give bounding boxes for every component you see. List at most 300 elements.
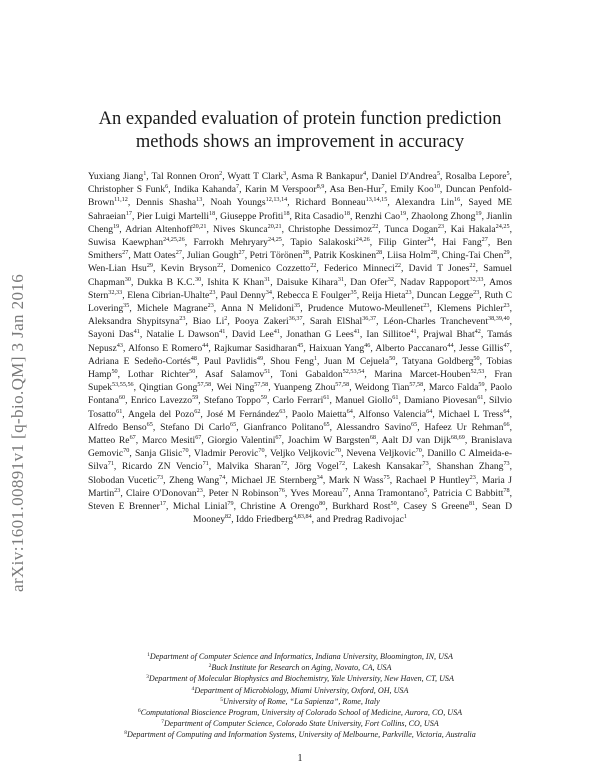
author-affiliation-marker: 41 [353, 328, 360, 336]
author-affiliation-marker: 24,26 [355, 236, 370, 244]
author-name: Malvika Sharan [216, 461, 281, 473]
affiliation-number: 2 [208, 663, 212, 670]
author-affiliation-marker: 50 [389, 355, 396, 363]
author-name: Angela del Pozo [127, 408, 195, 420]
author-name: Yuxiang Jiang [88, 171, 144, 182]
author-name: Marco Mesiti [141, 435, 196, 447]
author-name: Iddo Friedberg [236, 514, 294, 526]
author-affiliation-marker: 61 [477, 394, 484, 402]
author-affiliation-marker: 31 [337, 275, 345, 283]
author-name: Dennis Shasha [136, 197, 197, 209]
author-name: Peter N Robinson [208, 487, 279, 499]
author-name: Julian Gough [186, 250, 239, 262]
affiliation-list [100, 651, 500, 741]
author-affiliation-marker: 76 [278, 487, 285, 495]
author-affiliation-marker: 60 [118, 394, 126, 402]
author-affiliation-marker: 22 [217, 262, 224, 270]
author-name: Paul Denny [220, 289, 266, 301]
author-name: Paolo Maietta [291, 408, 347, 420]
author-name: Asaf Salamov [204, 369, 265, 381]
author-affiliation-marker: 4,83,84 [293, 513, 312, 521]
affiliation-number: 3 [146, 674, 149, 681]
author-affiliation-marker: 17 [125, 209, 133, 217]
author-affiliation-marker: 64 [426, 407, 433, 415]
author-affiliation-marker: 64 [503, 407, 510, 415]
affiliation-item [100, 696, 500, 707]
author-name: Casey S Greene [403, 501, 469, 513]
author-affiliation-marker: 66 [503, 421, 510, 429]
author-affiliation-marker: 22 [310, 262, 317, 270]
author-name: Lothar Richter [127, 369, 190, 381]
author-name: David Lee [231, 329, 274, 341]
author-affiliation-marker: 36,37 [288, 315, 303, 323]
author-affiliation-marker: 65 [230, 421, 237, 429]
author-name: Lakesh Kansakar [353, 461, 423, 473]
author-affiliation-marker: 13 [196, 196, 203, 204]
author-affiliation-marker: 35 [350, 289, 357, 297]
author-affiliation-marker: 1 [143, 170, 147, 178]
author-affiliation-marker: 10 [433, 183, 440, 191]
author-name: Shanshan Zhang [436, 461, 504, 473]
author-affiliation-marker: 65 [323, 421, 330, 429]
page-number: 1 [297, 753, 303, 764]
affiliation-item [100, 662, 500, 673]
author-affiliation-marker: 5 [436, 170, 441, 178]
author-affiliation-marker: 24,25,26 [163, 236, 185, 244]
author-name: Alfonso Valencia [358, 408, 427, 420]
affiliation-item [100, 673, 500, 684]
author-name: Vladmir Perovic [193, 448, 259, 460]
author-affiliation-marker: 70 [258, 447, 265, 455]
author-affiliation-marker: 5 [424, 487, 428, 495]
paper-title [60, 108, 540, 154]
author-affiliation-marker: 22 [372, 223, 379, 231]
author-affiliation-marker: 34 [265, 289, 272, 297]
author-name: Sayoni Das [88, 329, 134, 341]
author-name: Nadav Rappoport [400, 276, 470, 288]
author-name: Asa Ben-Hur [329, 184, 382, 196]
author-name: Alexandra Lin [394, 197, 455, 209]
affiliation-number: 8 [124, 730, 127, 737]
author-name: Klemens Pichler [437, 303, 504, 315]
author-name: Rebecca E Foulger [277, 289, 351, 301]
author-affiliation-marker: 29 [503, 249, 510, 257]
author-list: Yuxiang Jiang$^1$, Tal Ronnen Oron$^2$, Wyatt T Clark$^3$, Asma R Bankapur$^4$, Daniel D'Andrea$^5$, Rosalba Lepore$^5$, Christopher S Funk$^6$, Indika Kahanda$^7$, Karin M Verspoor$^{8,9}$, Asa Ben-Hur$^7$, Emily Koo$^{10}$, Duncan Penfold-Brown$^{11,12}$, Dennis Shasha$^{13}$, Noah Youngs$^{12,13,14}$, Richard Bonneau$^{13,14,15}$, Alexandra Lin$^{16}$, Sayed ME Sahraeian$^{17}$, Pier Luigi Martelli$^{18}$, Giuseppe Profiti$^{18}$, Rita Casadio$^{18}$, Renzhi Cao$^{19}$, Zhaolong Zhong$^{19}$, Jianlin Cheng$^{19}$, Adrian Altenhoff$^{20,21}$, Nives Skunca$^{20,21}$, Christophe Dessimoz$^{22}$, Tunca Dogan$^{23}$, Kai Hakala$^{24,25}$, Suwisa Kaewphan$^{24,25,26}$, Farrokh Mehryary$^{24,25}$, Tapio Salakoski$^{24,26}$, Filip Ginter$^{24}$, Hai Fang$^{27}$, Ben Smithers$^{27}$, Matt Oates$^{27}$, Julian Gough$^{27}$, Petri Törönen$^{28}$, Patrik Koskinen$^{28}$, Liisa Holm$^{28}$, Ching-Tai Chen$^{29}$, Wen-Lian Hsu$^{29}$, Kevin Bryson$^{22}$, Domenico Cozzetto$^{22}$, Federico Minneci$^{22}$, David T Jones$^{22}$, Samuel Chapman$^{30}$, Dukka B K.C.$^{30}$, Ishita K Khan$^{31}$, Daisuke Kihara$^{31}$, Dan Ofer$^{32}$, Nadav Rappoport$^{32,33}$, Amos Stern$^{32,33}$, Elena Cibrian-Uhalte$^{23}$, Paul Denny$^{34}$, Rebecca E Foulger$^{35}$, Reija Hieta$^{23}$, Duncan Legge$^{23}$, Ruth C Lovering$^{35}$, Michele Magrane$^{23}$, Anna N Melidoni$^{35}$, Prudence Mutowo-Meullenet$^{23}$, Klemens Pichler$^{23}$, Aleksandra Shypitsyna$^{23}$, Biao Li$^2$, Pooya Zakeri$^{36,37}$, Sarah ElShal$^{36,37}$, Léon-Charles Tranchevent$^{38,39,40}$, Sayoni Das$^{41}$, Natalie L Dawson$^{41}$, David Lee$^{41}$, Jonathan G Lees$^{41}$, Ian Sillitoe$^{41}$, Prajwal Bhat$^{42}$, Tamás Nepusz$^{43}$, Alfonso E Romero$^{44}$, Rajkumar Sasidharan$^{45}$, Haixuan Yang$^{46}$, Alberto Paccanaro$^{44}$, Jesse Gillis$^{47}$, Adriana E Sedeño-Cortés$^{48}$, Paul Pavlidis$^{49}$, Shou Feng$^1$, Juan M Cejuela$^{50}$, Tatyana Goldberg$^{50}$, Tobias Hamp$^{50}$, Lothar Richter$^{50}$, Asaf Salamov$^{51}$, Toni Gabaldon$^{52,53,54}$, Marina Marcet-Houben$^{52,53}$, Fran Supek$^{53,55,56}$, Qingtian Gong$^{57,58}$, Wei Ning$^{57,58}$, Yuanpeng Zhou$^{57,58}$, Weidong Tian$^{57,58}$, Marco Falda$^{59}$, Paolo Fontana$^{60}$, Enrico Lavezzo$^{59}$, Stefano Toppo$^{59}$, Carlo Ferrari$^{61}$, Manuel Giollo$^{61}$, Damiano Piovesan$^{61}$, Silvio Tosatto$^{61}$, Angela del Pozo$^{62}$, José M Fernández$^{63}$, Paolo Maietta$^{64}$, Alfonso Valencia$^{64}$, Michael L Tress$^{64}$, Alfredo Benso$^{65}$, Stefano Di Carlo$^{65}$, Gianfranco Politano$^{65}$, Alessandro Savino$^{65}$, Hafeez Ur Rehman$^{66}$, Matteo Re$^{67}$, Marco Mesiti$^{67}$, Giorgio Valentini$^{67}$, Joachim W Bargsten$^{68}$, Aalt DJ van Dijk$^{68,69}$, Branislava Gemovic$^{70}$, Sanja Glisic$^{70}$, Vladmir Perovic$^{70}$, Veljko Veljkovic$^{70}$, Nevena Veljkovic$^{70}$, Danillo C Almeida-e-Silva$^{71}$, Ricardo ZN Vencio$^{71}$, Malvika Sharan$^{72}$, Jörg Vogel$^{72}$, Lakesh Kansakar$^{73}$, Shanshan Zhang$^{73}$, Slobodan Vucetic$^{73}$, Zheng Wang$^{74}$, Michael JE Sternberg$^{34}$, Mark N Wass$^{75}$, Rachael P Huntley$^{23}$, Maria J Martin$^{23}$, Claire O'Donovan$^{23}$, Peter N Robinson$^{76}$, Yves Moreau$^{77}$, Anna Tramontano$^5$, Patricia C Babbitt$^{78}$, Steven E Brenner$^{17}$, Michal Linial$^{79}$, Christine A Orengo$^{80}$, Burkhard Rost$^{50}$, Casey S Greene$^{81}$, Sean D Mooney$^{82}$, Iddo Friedberg$^{4,83,84}$, and Predrag Radivojac$^1$ [88, 170, 513, 526]
author-name: Christine A Orengo [240, 501, 320, 513]
affiliation-text: Department of Computer Science, Colorado State University, Fort Collins, CO, USA [164, 719, 439, 729]
author-name: Rosalba Lepore [445, 171, 507, 182]
paper-title-line-2: methods shows an improvement in accuracy [135, 132, 465, 152]
author-name: Asma R Bankapur [291, 171, 364, 182]
author-name: Steven E Brenner [88, 501, 160, 513]
author-affiliation-marker: 67 [275, 434, 282, 442]
author-name: Aleksandra Shypitsyna [88, 316, 180, 328]
affiliation-text: University of Rome, “La Sapienza”, Rome, Italy [223, 696, 380, 706]
author-affiliation-marker: 80 [319, 500, 326, 508]
author-affiliation-marker: 18 [209, 209, 216, 217]
author-affiliation-marker: 78 [503, 487, 510, 495]
author-affiliation-marker: 32,33 [469, 275, 484, 283]
author-name: Michael JE Sternberg [231, 474, 317, 486]
author-name: Wei Ning [216, 382, 255, 394]
author-name: Karin M Verspoor [244, 184, 317, 196]
author-name: Hafeez Ur Rehman [424, 421, 504, 433]
author-affiliation-marker: 13,14,15 [365, 196, 388, 204]
author-affiliation-marker: 22 [394, 262, 401, 270]
author-name: Ching-Tai Chen [441, 250, 504, 262]
author-name: Renzhi Cao [354, 210, 401, 222]
author-name: Farrokh Mehryary [193, 237, 268, 249]
author-affiliation-marker: 61 [323, 394, 330, 402]
author-affiliation-marker: 17 [159, 500, 166, 508]
author-name: Slobodan Vucetic [88, 474, 157, 486]
author-name: Yuanpeng Zhou [273, 382, 336, 394]
author-name: Christopher S Funk [88, 184, 166, 196]
author-name: Haixuan Yang [308, 342, 365, 354]
author-affiliation-marker: 52,53,54 [342, 368, 365, 376]
author-affiliation-marker: 35 [294, 302, 301, 310]
affiliation-text: Buck Institute for Research on Aging, Novato, CA, USA [211, 663, 392, 673]
author-name: Rachael P Huntley [395, 474, 470, 486]
author-name: Nevena Veljkovic [346, 448, 416, 460]
author-name: Tal Ronnen Oron [151, 171, 220, 182]
author-affiliation-marker: 3 [283, 170, 287, 178]
author-affiliation-marker: 71 [202, 460, 209, 468]
author-affiliation-marker: 41 [219, 328, 226, 336]
author-affiliation-marker: 50 [111, 368, 118, 376]
author-affiliation-marker: 73 [503, 460, 510, 468]
affiliation-text: Department of Molecular Biophysics and Biochemistry, Yale University, New Haven, CT, USA [148, 674, 454, 684]
author-affiliation-marker: 82 [225, 513, 232, 521]
author-name: Stefano Di Carlo [160, 421, 231, 433]
author-affiliation-marker: 23 [437, 223, 445, 231]
author-name: Tamás Nepusz [88, 329, 513, 354]
author-name: Michele Magrane [136, 303, 208, 315]
author-name: Ruth C Lovering [88, 289, 513, 315]
author-affiliation-marker: 70 [415, 447, 422, 455]
paper-title-line-1: An expanded evaluation of protein function prediction [98, 109, 502, 129]
author-affiliation-marker: 16 [454, 196, 461, 204]
author-name: Damiano Piovesan [404, 395, 478, 407]
author-affiliation-marker: 79 [227, 500, 234, 508]
author-affiliation-marker: 70 [334, 447, 341, 455]
author-affiliation-marker: 49 [256, 355, 264, 363]
author-name: Alberto Paccanaro [375, 342, 448, 354]
author-affiliation-marker: 74 [219, 473, 226, 481]
author-affiliation-marker: 20,21 [192, 223, 207, 231]
author-affiliation-marker: 30 [124, 275, 131, 283]
author-name: Tobias Hamp [88, 355, 513, 381]
author-name: Alessandro Savino [336, 421, 412, 433]
author-affiliation-marker: 28 [302, 249, 309, 257]
author-name: Jesse Gillis [459, 342, 504, 354]
author-affiliation-marker: 27 [175, 249, 182, 257]
author-affiliation-marker: 34 [316, 473, 323, 481]
author-affiliation-marker: 11,12 [114, 196, 128, 204]
author-name: Juan M Cejuela [324, 355, 390, 367]
author-affiliation-marker: 23 [503, 302, 510, 310]
author-name: Pooya Zakeri [234, 316, 289, 328]
author-affiliation-marker: 36,37 [362, 315, 377, 323]
author-name: Emily Koo [390, 184, 434, 196]
author-affiliation-marker: 41 [133, 328, 140, 336]
author-name: Gianfranco Politano [243, 421, 324, 433]
author-affiliation-marker: 23 [405, 289, 412, 297]
author-name: Amos Stern [88, 276, 513, 301]
author-name: Mark N Wass [328, 474, 384, 486]
author-affiliation-marker: 59 [260, 394, 267, 402]
author-affiliation-marker: 20,21 [267, 223, 282, 231]
author-name: Jonathan G Lees [286, 329, 354, 341]
author-name: Sarah ElShal [309, 316, 363, 328]
affiliation-number: 5 [220, 696, 224, 703]
author-affiliation-marker: 4 [363, 170, 367, 178]
author-name: Manuel Giollo [335, 395, 393, 407]
author-name: Patrik Koskinen [313, 250, 377, 262]
author-affiliation-marker: 1 [403, 513, 407, 521]
author-affiliation-marker: 50 [390, 500, 397, 508]
author-name: Suwisa Kaewphan [88, 237, 164, 249]
author-name: Nives Skunca [212, 223, 268, 235]
author-name: Domenico Cozzetto [230, 263, 311, 275]
affiliation-item [100, 707, 500, 718]
author-affiliation-marker: 45 [297, 341, 304, 349]
author-affiliation-marker: 53,55,56 [111, 381, 134, 389]
author-name: Jianlin Cheng [88, 210, 513, 235]
author-affiliation-marker: 23 [209, 289, 216, 297]
author-affiliation-marker: 57,58 [409, 381, 424, 389]
author-affiliation-marker: 52,53 [470, 368, 485, 376]
author-name: Tunca Dogan [384, 223, 438, 235]
author-affiliation-marker: 28 [376, 249, 383, 257]
affiliation-number: 1 [147, 652, 150, 658]
author-name: David T Jones [408, 263, 470, 275]
author-affiliation-marker: 50 [473, 355, 480, 363]
author-affiliation-marker: 42 [474, 328, 481, 336]
author-name: Adriana E Sedeño-Cortés [88, 355, 191, 367]
author-name: Shou Feng [270, 355, 314, 367]
author-affiliation-marker: 7 [236, 183, 240, 191]
author-affiliation-marker: 8,9 [316, 183, 325, 191]
author-affiliation-marker: 24,25 [495, 223, 510, 231]
author-affiliation-marker: 67 [195, 434, 202, 442]
author-name: Branislava Gemovic [88, 435, 513, 460]
author-affiliation-marker: 68,69 [450, 434, 465, 442]
author-affiliation-marker: 23 [469, 473, 476, 481]
author-name: Christophe Dessimoz [288, 223, 373, 235]
author-name: Patricia C Babbitt [432, 487, 504, 499]
author-affiliation-marker: 19 [400, 209, 407, 217]
author-name: Marco Falda [428, 382, 479, 394]
author-affiliation-marker: 27 [122, 249, 129, 257]
author-affiliation-marker: 50 [189, 368, 196, 376]
author-name: Burkhard Rost [332, 501, 391, 513]
author-name: Liisa Holm [387, 250, 431, 262]
author-affiliation-marker: 24,25 [267, 236, 282, 244]
author-name: Wen-Lian Hsu [88, 263, 147, 275]
author-name: Prudence Mutowo-Meullenet [307, 303, 424, 315]
affiliation-item [100, 718, 500, 729]
author-affiliation-marker: 43 [116, 341, 123, 349]
author-affiliation-marker: 65 [146, 421, 153, 429]
author-affiliation-marker: 19 [475, 209, 482, 217]
author-name: Marina Marcet-Houben [374, 369, 471, 381]
author-name: Michael L Tress [438, 408, 504, 420]
author-name: Jörg Vogel [294, 461, 339, 473]
author-name: Natalie L Dawson [146, 329, 220, 341]
affiliation-text: Department of Computing and Information Systems, University of Melbourne, Parkville, Victoria, Australia [126, 730, 476, 740]
affiliation-item [100, 685, 500, 696]
author-affiliation-marker: 31 [264, 275, 271, 283]
author-name: Giuseppe Profiti [220, 210, 284, 222]
author-name: Stefano Toppo [203, 395, 261, 407]
author-affiliation-marker: 30 [194, 275, 202, 283]
author-affiliation-marker: 23 [179, 315, 186, 323]
author-name: Paolo Fontana [88, 382, 513, 407]
author-name: Ricardo ZN Vencio [121, 461, 203, 473]
author-affiliation-marker: 57,58 [335, 381, 350, 389]
author-name: Zhaolong Zhong [411, 210, 476, 222]
author-affiliation-marker: 2 [219, 170, 223, 178]
author-name: Ben Smithers [88, 237, 513, 262]
author-affiliation-marker: 7 [381, 183, 385, 191]
author-affiliation-marker: 68 [369, 434, 377, 442]
author-affiliation-marker: 64 [346, 407, 353, 415]
author-affiliation-marker: 57,58 [254, 381, 269, 389]
author-name: Prajwal Bhat [423, 329, 475, 341]
author-name: Veljko Veljkovic [269, 448, 335, 460]
author-name: Dan Ofer [350, 276, 388, 288]
author-name: Enrico Lavezzo [130, 395, 193, 407]
author-name: Duncan Penfold-Brown [88, 184, 512, 209]
author-affiliation-marker: 32,33 [108, 289, 123, 297]
author-name: Sanja Glisic [134, 448, 183, 460]
author-affiliation-marker: 46 [364, 341, 371, 349]
author-name: Daisuke Kihara [276, 276, 338, 288]
author-name: Michal Linial [172, 501, 228, 513]
author-affiliation-marker: 72 [280, 460, 288, 468]
author-affiliation-marker: 27 [481, 236, 488, 244]
author-affiliation-marker: 59 [478, 381, 485, 389]
author-name: Anna N Melidoni [220, 303, 295, 315]
affiliation-item [100, 651, 500, 662]
author-name: Ian Sillitoe [366, 329, 411, 341]
author-affiliation-marker: 23 [196, 487, 203, 495]
author-name: Silvio Tosatto [88, 395, 512, 420]
author-name: Richard Bonneau [295, 197, 366, 209]
author-name: Léon-Charles Tranchevent [383, 316, 488, 328]
author-name: Giorgio Valentini [207, 435, 276, 447]
author-name: Tatyana Goldberg [402, 355, 474, 367]
author-affiliation-marker: 67 [129, 434, 136, 442]
author-name: Ishita K Khan [207, 276, 265, 288]
author-affiliation-marker: 73 [422, 460, 429, 468]
author-name: Indika Kahanda [174, 184, 237, 196]
author-name: Pier Luigi Martelli [136, 210, 210, 222]
author-affiliation-marker: 71 [107, 460, 114, 468]
author-name: Federico Minneci [324, 263, 395, 275]
author-affiliation-marker: 38,39,40 [487, 315, 510, 323]
author-name: Anna Tramontano [353, 487, 424, 499]
author-name: Danillo C Almeida-e-Silva [88, 448, 513, 473]
author-name: Kevin Bryson [160, 263, 218, 275]
affiliation-text: Department of Computer Science and Informatics, Indiana University, Bloomington, IN, USA [149, 652, 453, 661]
author-name: Noah Youngs [210, 197, 266, 209]
author-affiliation-marker: 23 [207, 302, 214, 310]
author-affiliation-marker: 63 [279, 407, 286, 415]
author-affiliation-marker: 23 [114, 487, 121, 495]
author-affiliation-marker: 44 [447, 341, 454, 349]
author-name: Predrag Radivojac [332, 514, 404, 526]
author-affiliation-marker: 19 [113, 223, 120, 231]
author-affiliation-marker: 1 [313, 355, 318, 363]
author-name: Alfonso E Romero [128, 342, 203, 354]
author-name: Filip Ginter [378, 237, 428, 249]
author-affiliation-marker: 24 [427, 236, 434, 244]
author-affiliation-marker: 73 [156, 473, 164, 481]
author-name: Weidong Tian [354, 382, 410, 394]
author-affiliation-marker: 65 [411, 421, 418, 429]
affiliation-text: Department of Microbiology, Miami University, Oxford, OH, USA [194, 685, 409, 695]
author-affiliation-marker: 18 [343, 209, 350, 217]
author-affiliation-marker: 23 [423, 302, 430, 310]
author-name: Elena Cibrian-Uhalte [127, 289, 210, 301]
author-name: Tapio Salakoski [290, 237, 356, 249]
arxiv-identifier-stamp: arXiv:1601.00891v1 [q-bio.QM] 3 Jan 2016 [8, 273, 27, 592]
author-name: Qingtian Gong [139, 382, 198, 394]
author-name: Kai Hakala [450, 223, 496, 235]
author-name: Rita Casadio [294, 210, 344, 222]
author-affiliation-marker: 57,58 [197, 381, 212, 389]
affiliation-number: 7 [161, 719, 165, 726]
affiliation-item [100, 729, 500, 740]
author-name: Wyatt T Clark [227, 171, 284, 182]
author-affiliation-marker: 59 [192, 394, 199, 402]
author-affiliation-marker: 81 [468, 500, 476, 508]
author-affiliation-marker: 48 [190, 355, 197, 363]
author-affiliation-marker: 12,13,14 [265, 196, 288, 204]
author-name: Toni Gabaldon [280, 369, 343, 381]
author-name: Paul Pavlidis [204, 355, 257, 367]
author-affiliation-marker: 51 [264, 368, 271, 376]
author-affiliation-marker: 2 [224, 315, 228, 323]
author-name: Petri Törönen [249, 250, 303, 262]
author-name: Carlo Ferrari [272, 395, 324, 407]
author-affiliation-marker: 72 [338, 460, 346, 468]
author-name: Yves Moreau [290, 487, 343, 499]
author-affiliation-marker: 6 [165, 183, 169, 191]
author-affiliation-marker: 22 [469, 262, 476, 270]
author-name: Sayed ME Sahraeian [88, 197, 512, 222]
author-name: Rajkumar Sasidharan [213, 342, 298, 354]
author-affiliation-marker: 47 [503, 341, 510, 349]
author-affiliation-marker: 28 [430, 249, 437, 257]
author-name: Duncan Legge [416, 289, 474, 301]
author-affiliation-marker: 44 [202, 341, 209, 349]
author-name: Reija Hieta [361, 289, 406, 301]
author-name: Maria J Martin [88, 474, 513, 499]
author-name: José M Fernández [206, 408, 280, 420]
author-name: Adrian Altenhoff [125, 223, 193, 235]
author-affiliation-marker: 18 [283, 209, 290, 217]
author-affiliation-marker: 61 [392, 394, 399, 402]
author-affiliation-marker: 27 [238, 249, 245, 257]
affiliation-number: 4 [191, 685, 195, 692]
affiliation-number: 6 [137, 708, 141, 715]
author-name: Hai Fang [442, 237, 482, 249]
author-affiliation-marker: 70 [182, 447, 189, 455]
author-affiliation-marker: 29 [146, 262, 154, 270]
